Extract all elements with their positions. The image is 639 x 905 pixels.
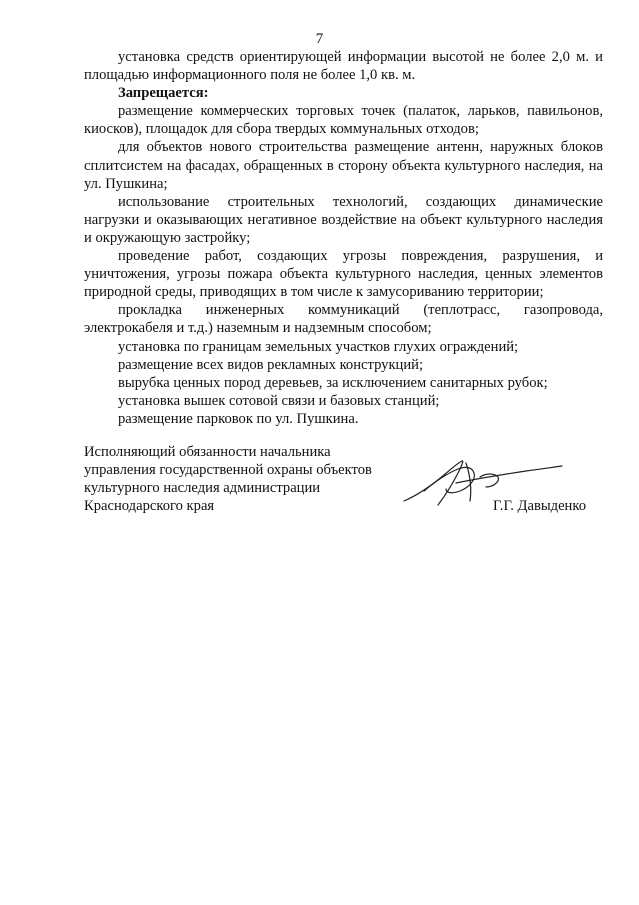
document-body (84, 48, 603, 428)
signer-position-line: Краснодарского края (84, 498, 215, 515)
paragraph-advertising: размещение всех видов рекламных конструкций; (118, 356, 424, 373)
paragraph-construction-tech: использование строительных технологий, создающих динамические нагрузки и оказывающих негативное воздействие на объект культурного наследия и окружающую застройку; (84, 193, 603, 246)
signer-position-line: управления государственной охраны объектов (84, 462, 372, 479)
paragraph-utilities: прокладка инженерных коммуникаций (теплотрасс, газопровода, электрокабеля и т.д.) наземным и надземным способом; (84, 302, 603, 337)
paragraph-tree-felling: вырубка ценных пород деревьев, за исключением санитарных рубок; (118, 374, 548, 391)
page-number: 7 (315, 31, 324, 47)
paragraph-fences: установка по границам земельных участков глухих ограждений; (118, 338, 519, 355)
signature-block (84, 443, 603, 515)
paragraph-antennas: для объектов нового строительства размещение антенн, наружных блоков сплитсистем на фасадах, обращенных в сторону объекта культурного наследия, на ул. Пушкина; (84, 139, 603, 192)
paragraph-trade-points: размещение коммерческих торговых точек (палаток, ларьков, павильонов, киосков), площадок для сбора твердых коммунальных отходов; (84, 103, 603, 138)
signer-name: Г.Г. Давыденко (493, 498, 587, 514)
signer-position-line: Исполняющий обязанности начальника (84, 444, 331, 460)
paragraph-cell-towers: установка вышек сотовой связи и базовых станций; (118, 392, 440, 409)
section-heading-prohibited: Запрещается: (118, 85, 209, 102)
paragraph-works-threats: проведение работ, создающих угрозы повреждения, разрушения, и уничтожения, угрозы пожара объекта культурного наследия, ценных элементов природной среды, приводящих в том числе к замусориванию территории; (84, 248, 603, 301)
paragraph-signage-height: установка средств ориентирующей информации высотой не более 2,0 м. и площадью информационного поля не более 1,0 кв. м. (84, 49, 603, 84)
paragraph-parking: размещение парковок по ул. Пушкина. (118, 410, 359, 427)
signer-position-line: культурного наследия администрации (84, 480, 321, 497)
